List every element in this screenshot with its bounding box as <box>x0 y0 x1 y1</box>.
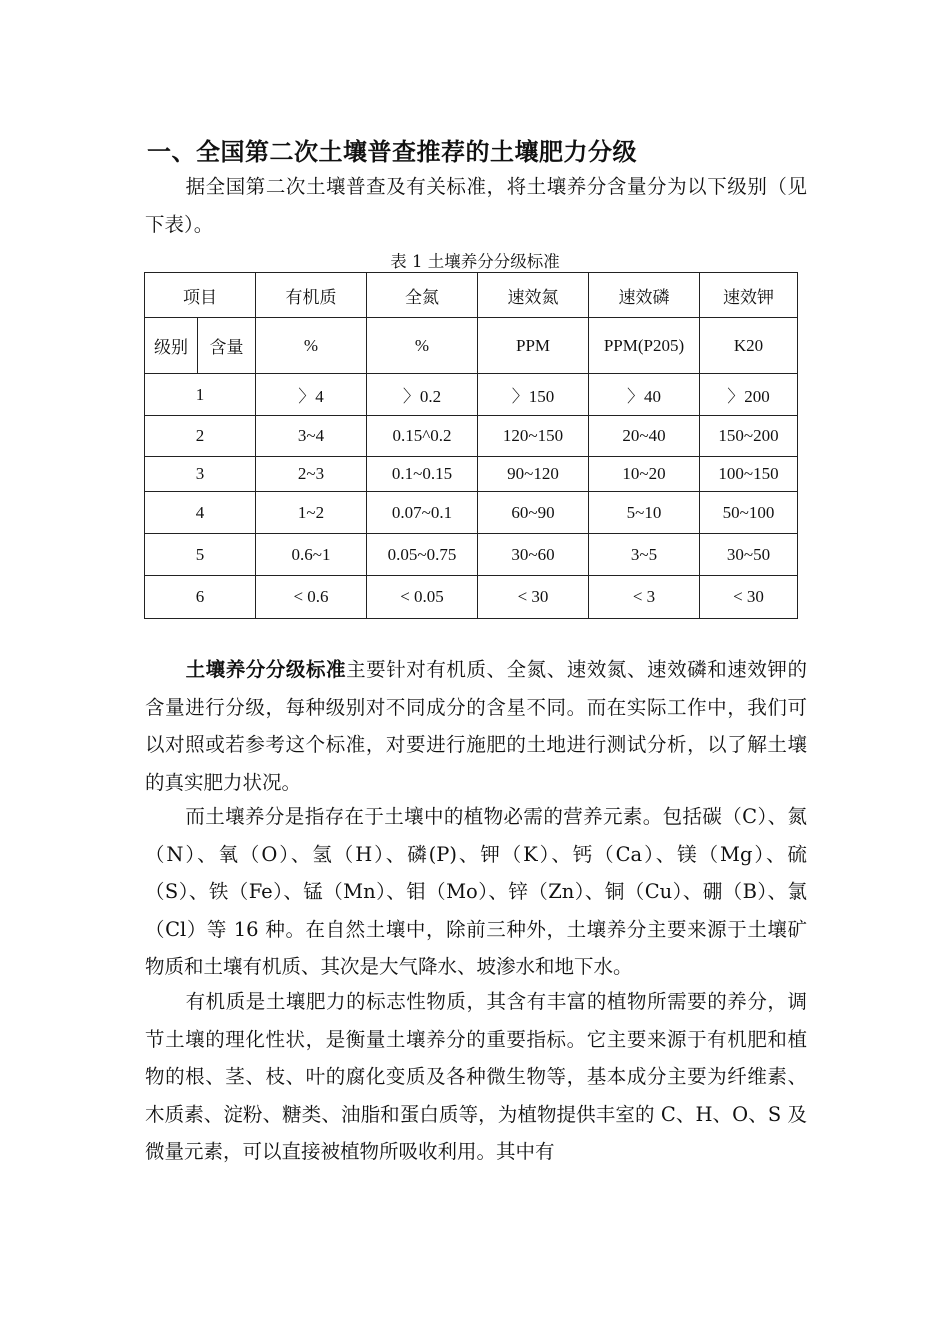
table-cell: 50~100 <box>700 492 798 534</box>
nutrient-grade-table <box>144 272 798 619</box>
table-cell: < 30 <box>700 576 798 619</box>
table-cell: < 3 <box>589 576 700 619</box>
header-column-unit: K20 <box>700 318 798 374</box>
row-level: 1 <box>145 374 256 416</box>
header-content: 含量 <box>198 318 256 374</box>
intro-paragraph <box>145 168 807 243</box>
row-level: 4 <box>145 492 256 534</box>
header-column-name: 全氮 <box>367 273 478 318</box>
table-cell: 2~3 <box>256 457 367 492</box>
table-header-row-units <box>145 318 798 374</box>
row-level: 3 <box>145 457 256 492</box>
table-cell: 20~40 <box>589 416 700 457</box>
table-cell: 90~120 <box>478 457 589 492</box>
table-cell: < 30 <box>478 576 589 619</box>
table-cell: 0.05~0.75 <box>367 534 478 576</box>
table-cell: < 0.05 <box>367 576 478 619</box>
table-cell: 〉40 <box>589 374 700 416</box>
table-cell: 〉4 <box>256 374 367 416</box>
standard-text: 主要针对有机质、全氮、速效氮、速效磷和速效钾的含量进行分级，每种级别对不同成分的含星不同。而在实际工作中，我们可以对照或若参考这个标准，对要进行施肥的土地进行测试分析，以了解土壤的真实肥力状况。 <box>145 658 807 794</box>
row-level: 6 <box>145 576 256 619</box>
header-column-name: 速效氮 <box>478 273 589 318</box>
table-cell: 0.07~0.1 <box>367 492 478 534</box>
table-row <box>145 416 798 457</box>
standard-paragraph <box>145 651 807 801</box>
table-row <box>145 374 798 416</box>
row-level: 2 <box>145 416 256 457</box>
table-cell: 〉200 <box>700 374 798 416</box>
table-cell: 30~60 <box>478 534 589 576</box>
header-column-unit: PPM <box>478 318 589 374</box>
header-item: 项目 <box>145 273 256 318</box>
table-header-row-names <box>145 273 798 318</box>
table-cell: 0.1~0.15 <box>367 457 478 492</box>
standard-term: 土壤养分分级标准 <box>185 658 347 681</box>
table-cell: 120~150 <box>478 416 589 457</box>
table-cell: 3~5 <box>589 534 700 576</box>
table-cell: 0.6~1 <box>256 534 367 576</box>
table-row <box>145 576 798 619</box>
table-row <box>145 534 798 576</box>
table-cell: 150~200 <box>700 416 798 457</box>
header-column-unit: PPM(P205) <box>589 318 700 374</box>
table-cell: 〉150 <box>478 374 589 416</box>
table-cell: 10~20 <box>589 457 700 492</box>
section-heading: 一、全国第二次土壤普查推荐的土壤肥力分级 <box>147 138 637 166</box>
organic-matter-paragraph <box>145 983 807 1171</box>
nutrients-paragraph <box>145 798 807 986</box>
intro-text: 据全国第二次土壤普查及有关标准，将土壤养分含量分为以下级别（见下表）。 <box>145 175 807 236</box>
table-row <box>145 492 798 534</box>
header-column-unit: % <box>367 318 478 374</box>
header-level: 级别 <box>145 318 198 374</box>
organic-matter-text: 有机质是土壤肥力的标志性物质，其含有丰富的植物所需要的养分，调节土壤的理化性状，是衡量土壤养分的重要指标。它主要来源于有机肥和植物的根、茎、枝、叶的腐化变质及各种微生物等，基本成分主要为纤维素、木质素、淀粉、糖类、油脂和蛋白质等，为植物提供丰室的 C、H、O、S 及微量元素，可以直接被植物所吸收利用。其中有 <box>145 990 807 1163</box>
header-column-name: 速效钾 <box>700 273 798 318</box>
table-cell: 〉0.2 <box>367 374 478 416</box>
table-cell: 3~4 <box>256 416 367 457</box>
nutrients-text: 而土壤养分是指存在于土壤中的植物必需的营养元素。包括碳（C）、氮（N）、氧（O）、氢（H）、磷(P)、钾（K）、钙（Ca）、镁（Mg）、硫（S）、铁（Fe）、锰（Mn）、钼（Mo）、锌（Zn）、铜（Cu）、硼（B）、氯（Cl）等 16 种。在自然土壤中，除前三种外，土壤养分主要来源于土壤矿物质和土壤有机质、其次是大气降水、坡渗水和地下水。 <box>145 805 807 978</box>
table-caption: 表 1 土壤养分分级标准 <box>390 252 560 271</box>
table-cell: 0.15^0.2 <box>367 416 478 457</box>
header-column-unit: % <box>256 318 367 374</box>
table-cell: 1~2 <box>256 492 367 534</box>
table-cell: 100~150 <box>700 457 798 492</box>
table-cell: 5~10 <box>589 492 700 534</box>
table-cell: < 0.6 <box>256 576 367 619</box>
table-cell: 30~50 <box>700 534 798 576</box>
table-row <box>145 457 798 492</box>
table-cell: 60~90 <box>478 492 589 534</box>
header-column-name: 速效磷 <box>589 273 700 318</box>
row-level: 5 <box>145 534 256 576</box>
header-column-name: 有机质 <box>256 273 367 318</box>
